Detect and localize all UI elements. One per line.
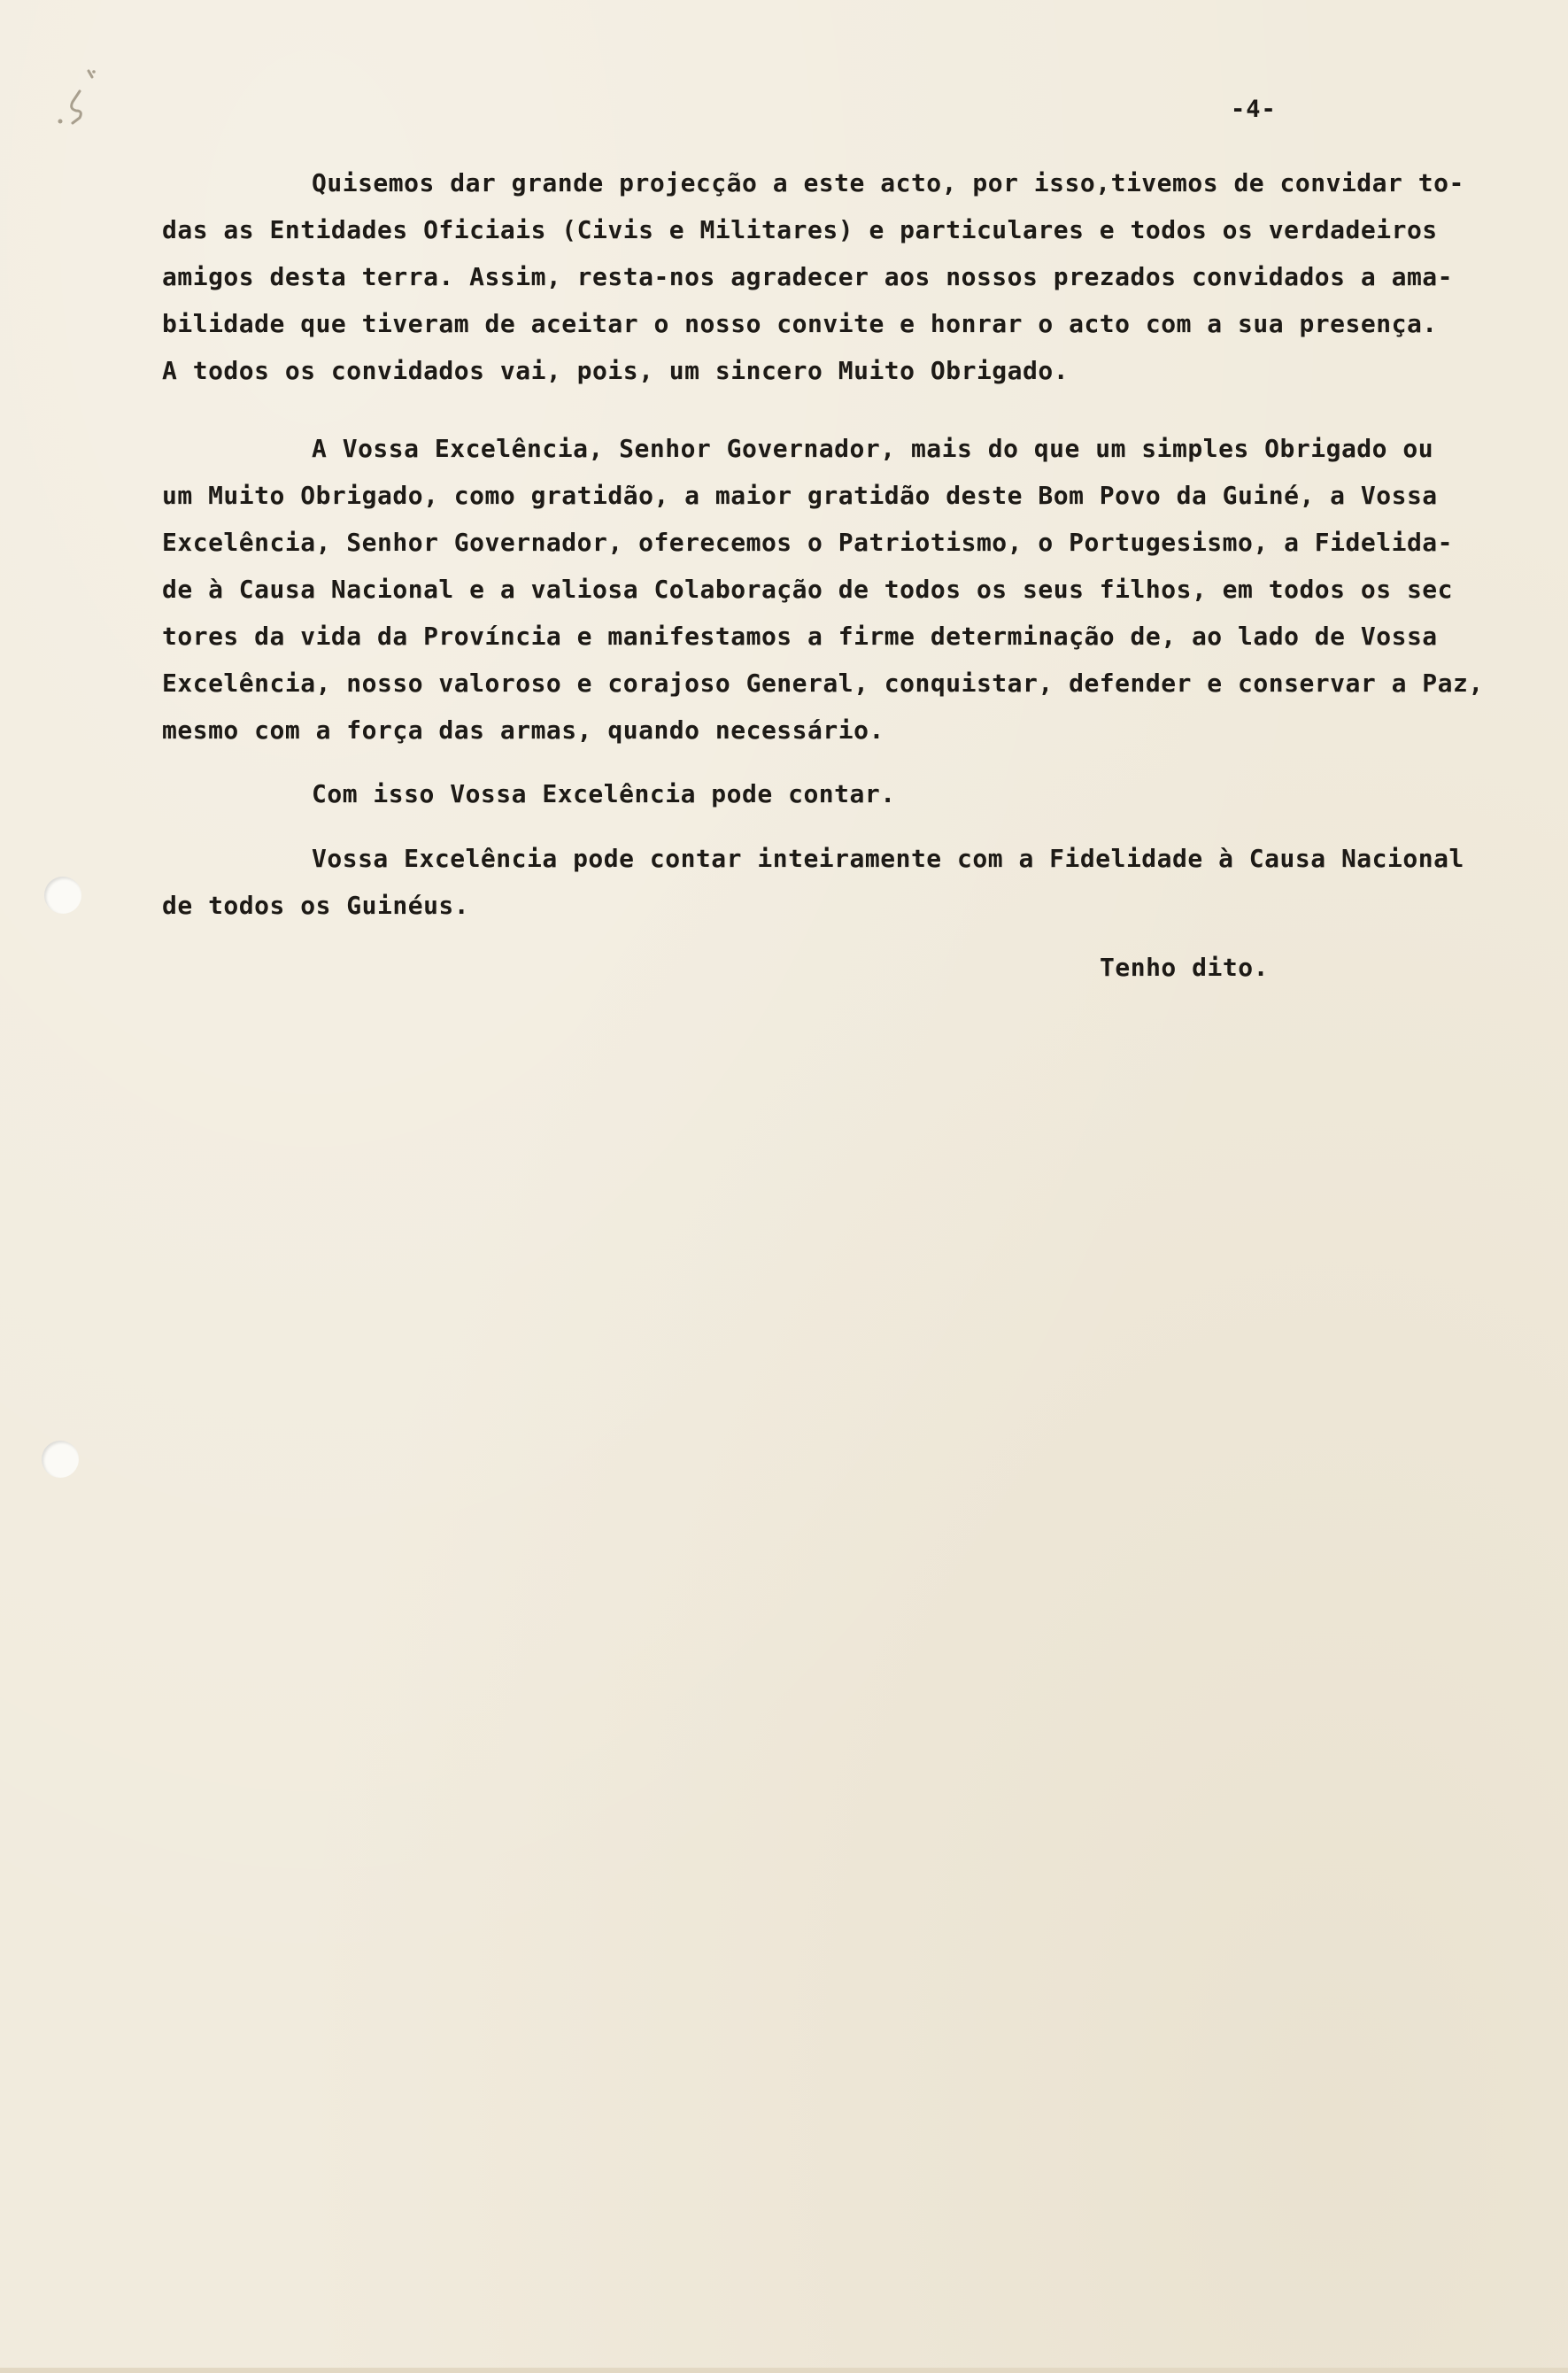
paragraph-1-line-1: Quisemos dar grande projecção a este acto, por isso,tivemos de convidar to-: [312, 168, 1464, 197]
paragraph-2-line-6: Excelência, nosso valoroso e corajoso General, conquistar, defender e conservar a Paz,: [162, 669, 1484, 698]
page-number: -4-: [1231, 96, 1277, 123]
punch-hole-top: [44, 877, 81, 914]
page-bottom-edge: [0, 2368, 1568, 2373]
paragraph-3-line-1: Com isso Vossa Excelência pode contar.: [312, 779, 896, 808]
paragraph-4-line-1: Vossa Excelência pode contar inteiramente com a Fidelidade à Causa Nacional: [312, 844, 1464, 873]
paragraph-2-line-3: Excelência, Senhor Governador, oferecemos o Patriotismo, o Portugesismo, a Fidelida-: [162, 528, 1454, 557]
paragraph-1-line-5: A todos os convidados vai, pois, um sincero Muito Obrigado.: [162, 356, 1070, 385]
signoff: Tenho dito.: [1100, 953, 1269, 982]
punch-hole-bottom: [42, 1441, 79, 1478]
paragraph-1-line-2: das as Entidades Oficiais (Civis e Militares) e particulares e todos os verdadeiros: [162, 215, 1438, 244]
paragraph-2-line-4: de à Causa Nacional e a valiosa Colaboração de todos os seus filhos, em todos os sec: [162, 575, 1454, 604]
paragraph-1-line-3: amigos desta terra. Assim, resta-nos agradecer aos nossos prezados convidados a ama-: [162, 262, 1454, 291]
paragraph-2-line-5: tores da vida da Província e manifestamos a firme determinação de, ao lado de Vossa: [162, 622, 1438, 651]
paragraph-2-line-2: um Muito Obrigado, como gratidão, a maior gratidão deste Bom Povo da Guiné, a Vossa: [162, 481, 1438, 510]
paragraph-2-line-1: A Vossa Excelência, Senhor Governador, mais do que um simples Obrigado ou: [312, 434, 1434, 463]
paragraph-1-line-4: bilidade que tiveram de aceitar o nosso convite e honrar o acto com a sua presença.: [162, 309, 1438, 338]
ink-smudge-mark: [53, 66, 102, 128]
paragraph-4-line-2: de todos os Guinéus.: [162, 891, 470, 920]
paragraph-2-line-7: mesmo com a força das armas, quando necessário.: [162, 715, 884, 745]
